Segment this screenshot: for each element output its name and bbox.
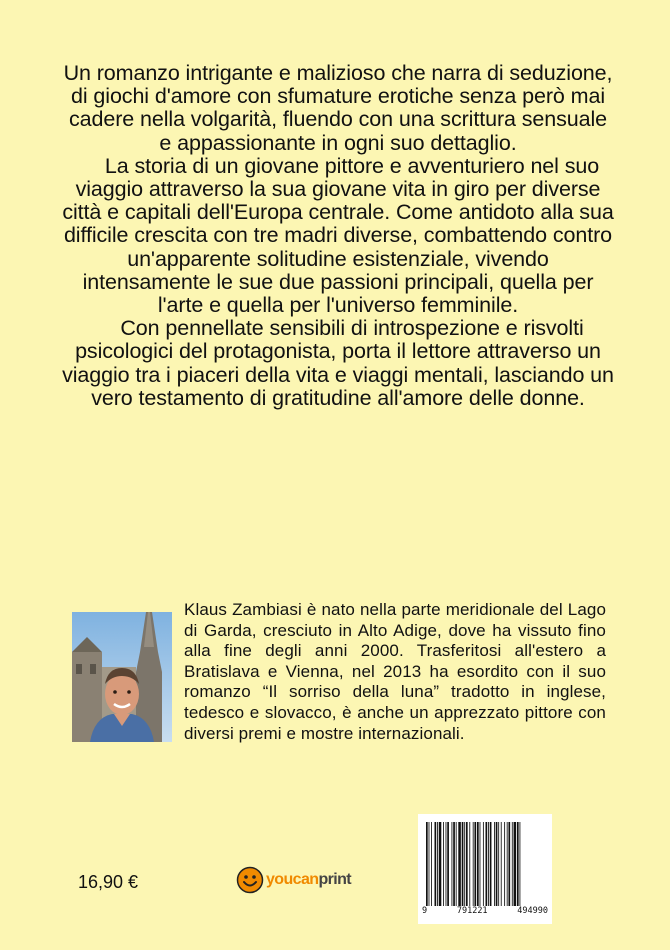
barcode-digit-first: 9 [422,906,428,916]
barcode-bars [426,822,544,906]
barcode-bar [512,822,513,906]
publisher-name-part-1: you [266,871,293,888]
blurb-paragraph-1: Un romanzo intrigante e malizioso che narra di seduzione, di giochi d'amore con sfumature erotiche senza però mai cadere nella volgarità, fluendo con una scrittura sensuale e appassionante in ogni suo dettaglio. [63,61,613,155]
price: 16,90 € [78,872,139,892]
barcode-bar [477,822,479,906]
publisher-name-part-3: print [318,871,351,888]
barcode-bar [488,822,489,906]
barcode-bar [435,822,437,906]
barcode-bar [469,822,470,906]
barcode-bar [474,822,476,906]
barcode-bar [452,822,453,906]
barcode-bar [447,822,449,906]
barcode-bar [490,822,492,906]
publisher-name [266,871,351,889]
barcode-bar [439,822,442,906]
barcode-bar [429,822,430,906]
barcode-bar [466,822,468,906]
isbn-barcode [418,814,552,924]
publisher-name-part-2: can [292,871,319,888]
barcode-bar [514,822,517,906]
barcode-bar [446,822,447,906]
barcode-bar [508,822,510,906]
barcode-group-left: 791221 [456,906,488,916]
barcode-bar [480,822,481,906]
back-cover-blurb [62,62,614,410]
barcode-bar [464,822,465,906]
barcode-bar [426,822,428,906]
author-photo [72,612,172,742]
smiley-logo-icon [236,866,264,894]
barcode-bar [462,822,464,906]
barcode-bar [431,822,432,906]
barcode-bar [520,822,521,906]
barcode-bar [458,822,461,906]
barcode-bar [507,822,508,906]
barcode-bar [483,822,484,906]
barcode-bar [456,822,457,906]
barcode-bar [517,822,519,906]
barcode-bar [453,822,455,906]
barcode-bar [496,822,498,906]
publisher-logo [236,866,351,894]
barcode-bar [504,822,505,906]
barcode-bar [473,822,474,906]
barcode-bar [437,822,438,906]
barcode-digits [422,906,548,916]
barcode-bar [501,822,502,906]
author-bio: Klaus Zambiasi è nato nella parte meridionale del Lago di Garda, cresciuto in Alto Adige, dove ha vissuto fino alla fine degli anni 2000. Trasferitosi all'estero a Bratislava e Vienna, nel 2013 ha esordito con il suo romanzo “Il sorriso della luna” tradotto in inglese, tedesco e slovacco, è anche un apprezzato pittore con diversi premi e mostre internazionali. [184,600,606,743]
blurb-paragraph-3: Con pennellate sensibili di introspezione e risvolti psicologici del protagonista, porta il lettore attraverso un viaggio tra i piaceri della vita e viaggi mentali, lasciando un vero testamento di gratitudine all'amore delle donne. [62,316,614,410]
barcode-group-right: 494990 [517,906,548,916]
blurb-paragraph-2: La storia di un giovane pittore e avventuriero nel suo viaggio attraverso la sua giovane vita in giro per diverse città e capitali dell'Europa centrale. Come antidoto alla sua difficile crescita con tre madri diverse, combattendo contro un'apparente solitudine esistenziale, vivendo intensamente le sue due passioni principali, quella per l'arte e quella per l'universo femminile. [62,153,614,318]
barcode-bar [443,822,444,906]
barcode-bar [498,822,499,906]
barcode-bar [486,822,488,906]
barcode-bar [494,822,495,906]
